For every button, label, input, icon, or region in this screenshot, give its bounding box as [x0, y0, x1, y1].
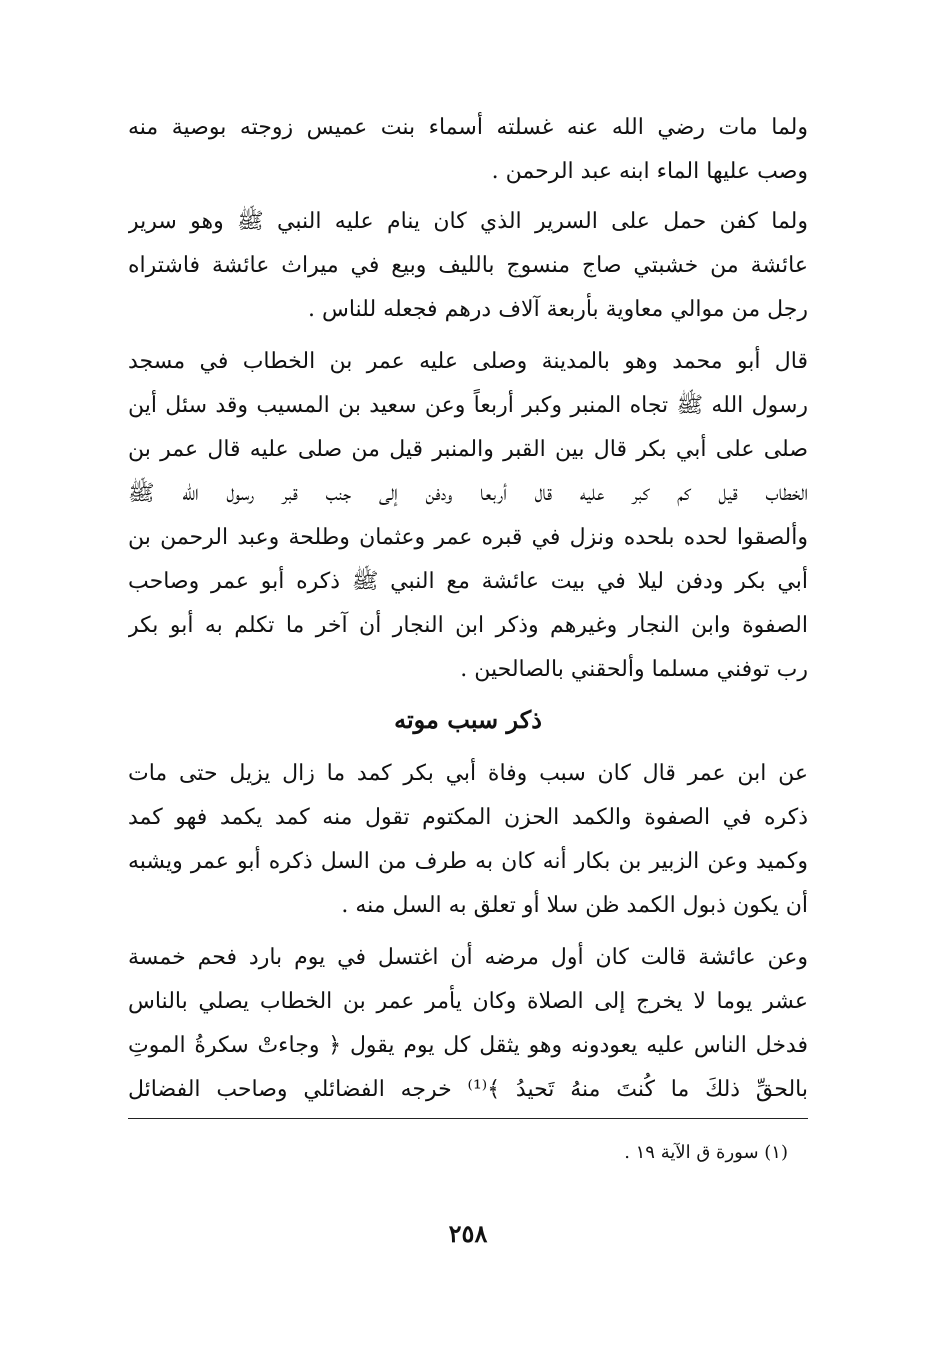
- text-line: عن ابن عمر قال كان سبب وفاة أبي بكر كمد ما زال يزيل حتى مات: [128, 761, 808, 786]
- text-line: رب توفني مسلما وألحقني بالصالحين .: [460, 657, 808, 682]
- text-line: ولما كفن حمل على السرير الذي كان ينام عليه النبي ﷺ وهو سرير: [128, 209, 808, 234]
- text-line: الصفوة وابن النجار وغيرهم وذكر ابن النجار أن آخر ما تكلم به أبو بكر: [128, 613, 808, 638]
- text-line: أبي بكر ودفن ليلا في بيت عائشة مع النبي ﷺ ذكره أبو عمر وصاحب: [128, 569, 808, 594]
- text-line: صلى على أبي بكر قال بين القبر والمنبر قيل من صلى عليه قال عمر بن: [128, 437, 808, 462]
- text-line: عشر يوما لا يخرج إلى الصلاة وكان يأمر عمر بن الخطاب يصلي بالناس: [128, 989, 808, 1014]
- text-line: فدخل الناس عليه يعودونه وهو يثقل كل يوم يقول ﴿ وجاءتْ سكرةُ الموتِ: [128, 1033, 808, 1058]
- text-line: أن يكون ذبول الكمد ظن سلا أو تعلق به السل منه .: [341, 893, 808, 918]
- text-line: وصب عليها الماء ابنه عبد الرحمن .: [491, 159, 808, 184]
- text-line: قال أبو محمد وهو بالمدينة وصلى عليه عمر بن الخطاب في مسجد: [128, 349, 808, 374]
- text-line: ولما مات رضي الله عنه غسلته أسماء بنت عميس زوجته بوصية منه: [128, 115, 808, 140]
- text-line: بالحقِّ ذلكَ ما كُنتَ منهُ تَحيدُ ﴾⁽¹⁾ خرجه الفضائلي وصاحب الفضائل: [128, 1077, 808, 1102]
- text-line: ذكره في الصفوة والكمد الحزن المكتوم تقول منه كمد يكمد فهو كمد: [128, 805, 808, 830]
- section-heading: ذكر سبب موته: [394, 705, 542, 734]
- text-line: الخطاب قيل كم كبر عليه قال أربعا ودفن إلى جنب قبر رسول الله ﷺ: [128, 481, 808, 506]
- footnote: (١) سورة ق الآية ١٩ .: [624, 1142, 788, 1163]
- text-line: عائشة من خشبتي صاج منسوج بالليف وبيع في ميراث عائشة فاشتراه: [128, 253, 808, 278]
- text-line: وعن عائشة قالت كان أول مرضه أن اغتسل في يوم بارد فحم خمسة: [128, 945, 808, 970]
- footnote-rule: [128, 1118, 808, 1119]
- page-number: ٢٥٨: [448, 1219, 488, 1248]
- text-line: وألصقوا لحده بلحده ونزل في قبره عمر وعثمان وطلحة وعبد الرحمن بن: [128, 525, 808, 550]
- text-line: رجل من موالي معاوية بأربعة آلاف درهم فجعله للناس .: [308, 297, 808, 322]
- text-line: رسول الله ﷺ تجاه المنبر وكبر أربعاً وعن سعيد بن المسيب وقد سئل أين: [128, 393, 808, 418]
- text-line: وكميد وعن الزبير بن بكار أنه كان به طرف من السل ذكره أبو عمر ويشبه: [128, 849, 808, 874]
